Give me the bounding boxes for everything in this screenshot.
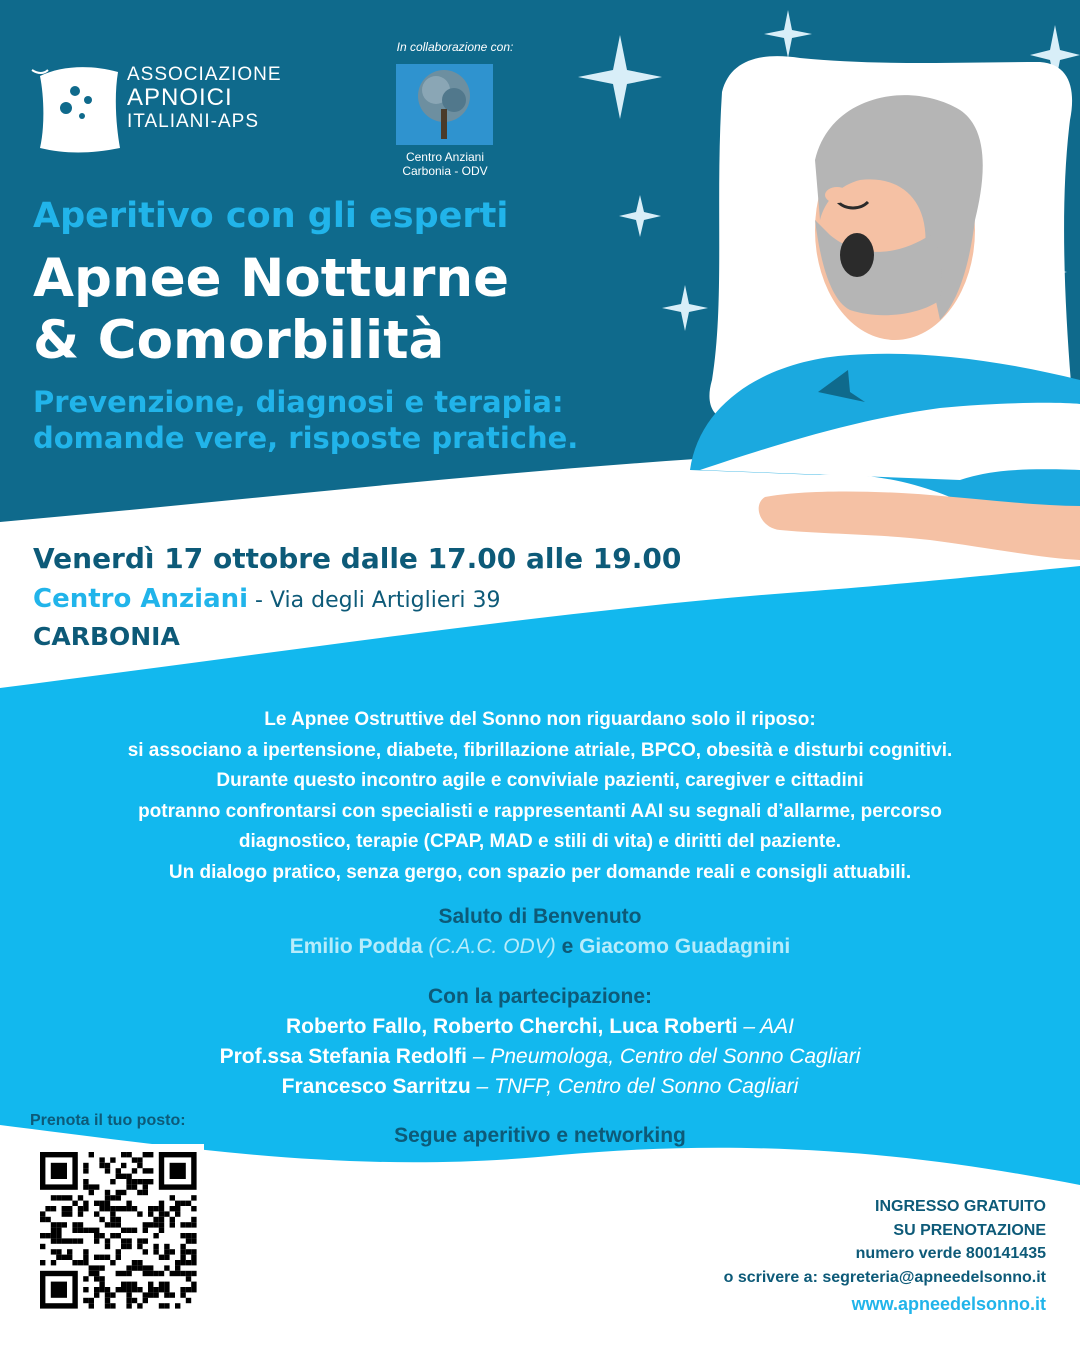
welcome-speaker-1: Emilio Podda bbox=[289, 935, 423, 958]
description-line: potranno confrontarsi con specialisti e rappresentanti AAI su segnali d’allarme, percorso bbox=[138, 800, 942, 822]
logo-line-1: ASSOCIAZIONE bbox=[127, 64, 282, 85]
booking-label: Prenota il tuo posto: bbox=[30, 1112, 186, 1129]
event-title-line-1: Apnee Notturne bbox=[33, 248, 510, 309]
participation-title: Con la partecipazione: bbox=[427, 985, 653, 1008]
closing-note: Segue aperitivo e networking bbox=[394, 1124, 686, 1147]
event-title-line-2: & Comorbilità bbox=[33, 310, 445, 371]
welcome-title: Saluto di Benvenuto bbox=[438, 905, 642, 928]
description-line: Le Apnee Ostruttive del Sonno non riguardano solo il riposo: bbox=[264, 709, 816, 730]
description-line: Un dialogo pratico, senza gergo, con spazio per domande reali e consigli attuabili. bbox=[168, 861, 912, 883]
participant-row bbox=[0, 1042, 1080, 1072]
website-link[interactable]: www.apneedelsonno.it bbox=[851, 1294, 1046, 1314]
participant-row bbox=[0, 1072, 1080, 1102]
event-lead-line-1: Prevenzione, diagnosi e terapia: bbox=[33, 385, 564, 419]
welcome-conjunction: e bbox=[561, 935, 580, 958]
description-line: diagnostico, terapie (CPAP, MAD e stili di vita) e diritti del paziente. bbox=[238, 831, 842, 852]
participant-names: Francesco Sarritzu bbox=[281, 1075, 471, 1098]
event-lead-line-2: domande vere, risposte pratiche. bbox=[33, 421, 579, 455]
event-lead bbox=[33, 384, 578, 456]
contact-info bbox=[724, 1195, 1046, 1289]
event-city: CARBONIA bbox=[33, 622, 180, 651]
logo-text bbox=[127, 64, 282, 132]
contact-line-1: INGRESSO GRATUITO bbox=[875, 1198, 1046, 1215]
contact-line-2: SU PRENOTAZIONE bbox=[893, 1221, 1046, 1239]
welcome-speaker-1-org: (C.A.C. ODV) bbox=[422, 935, 562, 958]
mouth-illustration bbox=[840, 233, 874, 277]
partner-name-line-2: Carbonia - ODV bbox=[402, 164, 488, 178]
pillow-logo-icon bbox=[30, 56, 124, 156]
participant-role: – TNFP, Centro del Sonno Cagliari bbox=[470, 1075, 799, 1098]
contact-email[interactable]: o scrivere a: segreteria@apneedelsonno.it bbox=[723, 1268, 1046, 1286]
qr-code-icon[interactable] bbox=[32, 1144, 204, 1316]
participant-role: – Pneumologa, Centro del Sonno Cagliari bbox=[466, 1045, 861, 1068]
welcome-speakers bbox=[0, 932, 1080, 962]
event-kicker: Aperitivo con gli esperti bbox=[33, 196, 509, 236]
event-title bbox=[33, 248, 509, 372]
participant-names: Roberto Fallo, Roberto Cherchi, Luca Roberti bbox=[286, 1015, 738, 1038]
place-name: Centro Anziani bbox=[33, 584, 249, 614]
description-line: si associano a ipertensione, diabete, fibrillazione atriale, BPCO, obesità e disturbi cognitivi. bbox=[127, 739, 953, 761]
partner-name bbox=[380, 150, 510, 178]
welcome-speaker-2: Giacomo Guadagnini bbox=[579, 935, 791, 958]
description-line: Durante questo incontro agile e conviviale pazienti, caregiver e cittadini bbox=[216, 770, 864, 791]
participant-names: Prof.ssa Stefania Redolfi bbox=[219, 1045, 467, 1068]
participant-row bbox=[0, 1012, 1080, 1042]
collab-label: In collaborazione con: bbox=[396, 40, 514, 54]
logo-line-2: APNOICI bbox=[127, 84, 233, 111]
partner-name-line-1: Centro Anziani bbox=[405, 150, 485, 164]
tree-logo-icon bbox=[396, 64, 493, 145]
participant-role: – AAI bbox=[737, 1015, 794, 1038]
contact-phone: numero verde 800141435 bbox=[855, 1245, 1046, 1262]
logo-line-3: ITALIANI-APS bbox=[127, 111, 260, 132]
event-date: Venerdì 17 ottobre dalle 17.00 alle 19.00 bbox=[33, 542, 682, 575]
event-place bbox=[33, 584, 501, 614]
event-description bbox=[20, 705, 1060, 888]
place-address: - Via degli Artiglieri 39 bbox=[248, 588, 501, 613]
